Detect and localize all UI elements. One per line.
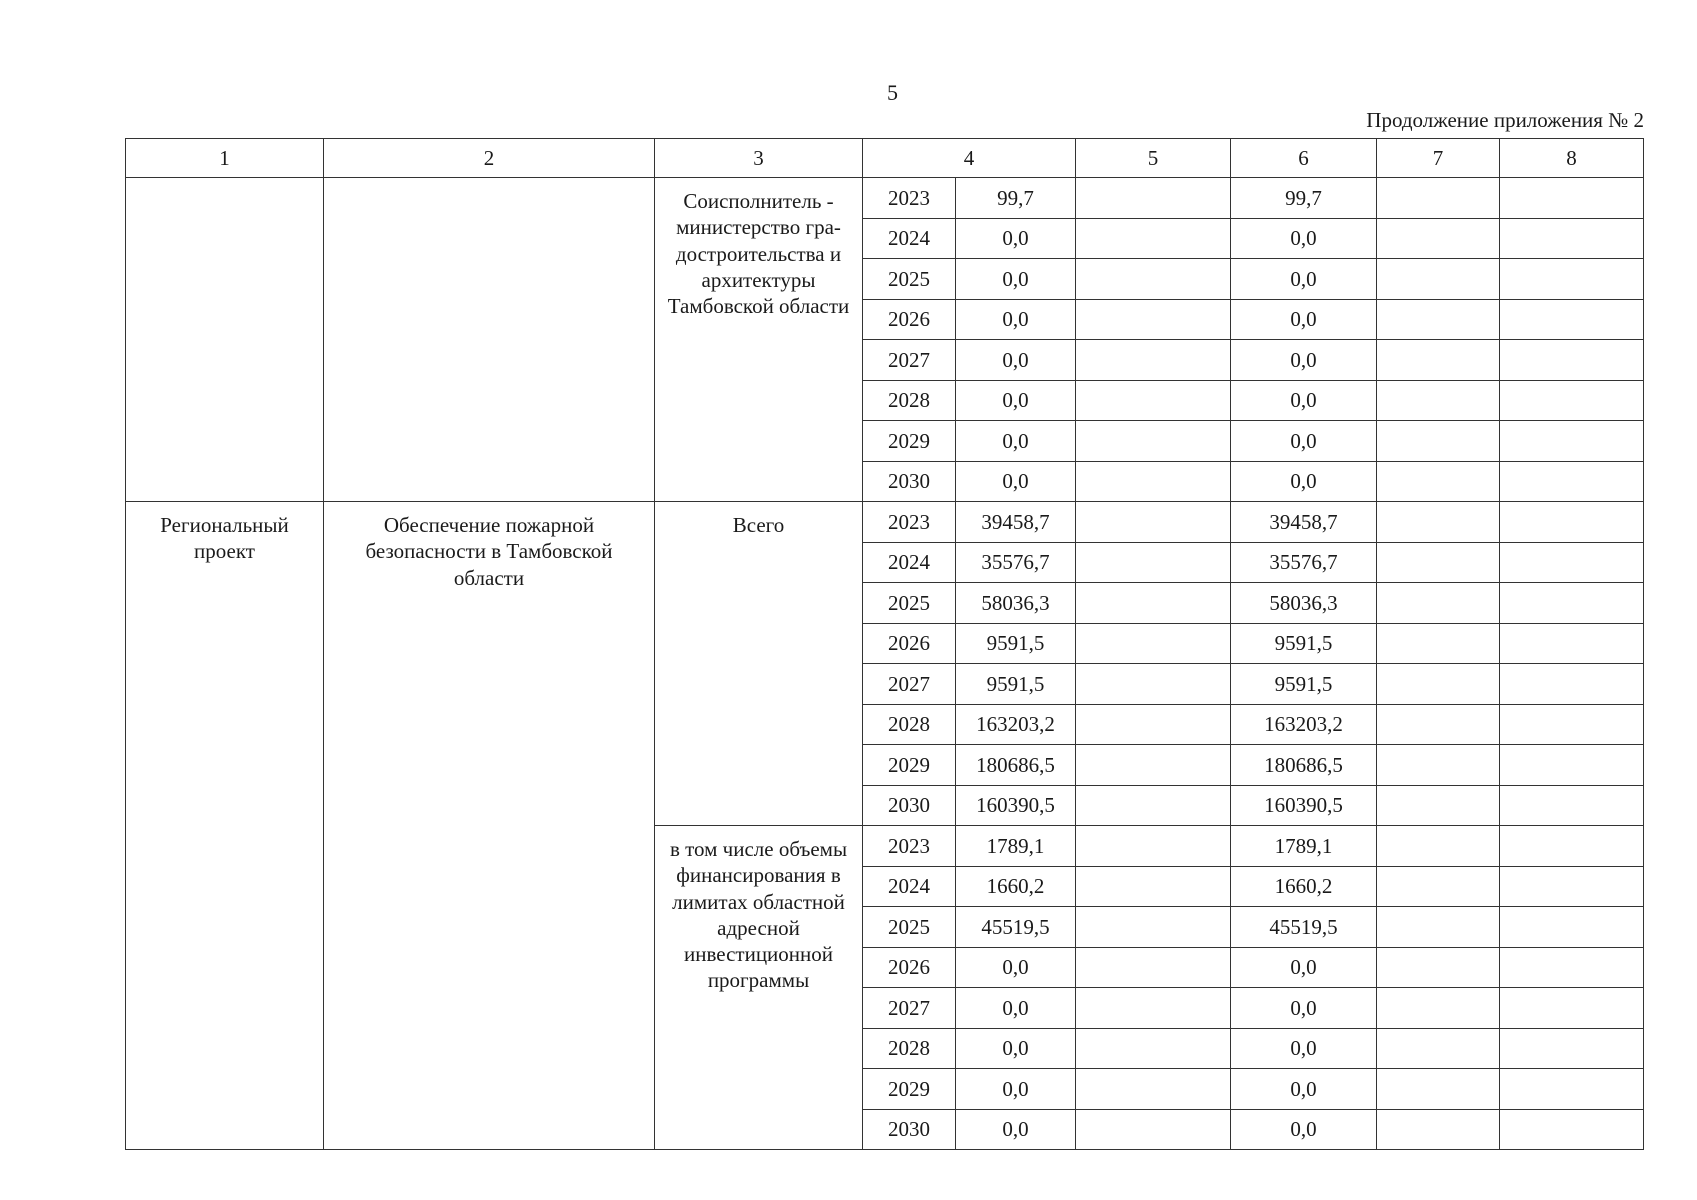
year-cell: 2024 (863, 218, 956, 259)
col7-value (1377, 1069, 1500, 1110)
group-col2-text (324, 178, 654, 188)
project-type-cell (126, 502, 324, 1150)
col5-value (1076, 1028, 1231, 1069)
col4-value: 9591,5 (956, 623, 1076, 664)
col4-value: 180686,5 (956, 745, 1076, 786)
col4-value: 0,0 (956, 299, 1076, 340)
year-cell: 2027 (863, 340, 956, 381)
col6-value: 39458,7 (1231, 502, 1377, 543)
year-cell: 2023 (863, 502, 956, 543)
col4-value: 0,0 (956, 259, 1076, 300)
col5-value (1076, 340, 1231, 381)
executor-text: Соисполнитель - министерство гра-достроительства и архитектуры Тамбовской области (667, 189, 850, 318)
col6-value: 160390,5 (1231, 785, 1377, 826)
col4-value: 0,0 (956, 380, 1076, 421)
year-cell: 2023 (863, 826, 956, 867)
col7-value (1377, 704, 1500, 745)
col6-value: 58036,3 (1231, 583, 1377, 624)
project-type-text: Региональный проект (160, 513, 289, 564)
col8-value (1500, 1109, 1644, 1150)
col7-value (1377, 988, 1500, 1029)
col8-value (1500, 745, 1644, 786)
col4-value: 99,7 (956, 178, 1076, 219)
project-name-text: Обеспечение пожарной безопасности в Тамбовской области (365, 513, 613, 590)
year-cell: 2025 (863, 583, 956, 624)
col6-value: 9591,5 (1231, 664, 1377, 705)
col8-value (1500, 1028, 1644, 1069)
col8-value (1500, 664, 1644, 705)
col8-value (1500, 583, 1644, 624)
col6-value: 9591,5 (1231, 623, 1377, 664)
col6-value: 0,0 (1231, 947, 1377, 988)
col5-value (1076, 785, 1231, 826)
col6-value: 0,0 (1231, 421, 1377, 462)
col8-value (1500, 542, 1644, 583)
col7-value (1377, 785, 1500, 826)
col5-value (1076, 299, 1231, 340)
col7-value (1377, 259, 1500, 300)
year-cell: 2026 (863, 299, 956, 340)
year-cell: 2026 (863, 947, 956, 988)
col7-value (1377, 745, 1500, 786)
col4-value: 0,0 (956, 461, 1076, 502)
column-header-5: 5 (1076, 139, 1231, 178)
col7-value (1377, 218, 1500, 259)
col8-value (1500, 866, 1644, 907)
col6-value: 0,0 (1231, 380, 1377, 421)
year-cell: 2025 (863, 907, 956, 948)
year-cell: 2030 (863, 461, 956, 502)
col5-value (1076, 259, 1231, 300)
col4-value: 0,0 (956, 340, 1076, 381)
column-header-1: 1 (126, 139, 324, 178)
col6-value: 0,0 (1231, 340, 1377, 381)
year-cell: 2024 (863, 866, 956, 907)
col6-value: 0,0 (1231, 218, 1377, 259)
col4-value: 163203,2 (956, 704, 1076, 745)
year-cell: 2024 (863, 542, 956, 583)
col8-value (1500, 826, 1644, 867)
year-cell: 2029 (863, 745, 956, 786)
col4-value: 0,0 (956, 988, 1076, 1029)
investment-program-cell (655, 826, 863, 1150)
col4-value: 39458,7 (956, 502, 1076, 543)
table-row (126, 502, 1644, 543)
col8-value (1500, 299, 1644, 340)
group-col2-cell (324, 178, 655, 502)
col5-value (1076, 380, 1231, 421)
col7-value (1377, 461, 1500, 502)
col5-value (1076, 542, 1231, 583)
year-cell: 2026 (863, 623, 956, 664)
col7-value (1377, 502, 1500, 543)
year-cell: 2027 (863, 664, 956, 705)
page-number: 5 (887, 80, 898, 105)
col5-value (1076, 421, 1231, 462)
col7-value (1377, 1028, 1500, 1069)
year-cell: 2025 (863, 259, 956, 300)
group-col1-cell (126, 178, 324, 502)
col4-value: 160390,5 (956, 785, 1076, 826)
col8-value (1500, 785, 1644, 826)
col7-value (1377, 340, 1500, 381)
continuation-label: Продолжение приложения № 2 (1366, 108, 1644, 132)
investment-program-text: в том числе объемы финансирования в лимитах областной адресной инвестиционной программы (669, 837, 848, 993)
col7-value (1377, 623, 1500, 664)
col4-value: 0,0 (956, 947, 1076, 988)
col5-value (1076, 1109, 1231, 1150)
col7-value (1377, 947, 1500, 988)
col8-value (1500, 907, 1644, 948)
col7-value (1377, 866, 1500, 907)
col5-value (1076, 218, 1231, 259)
col7-value (1377, 542, 1500, 583)
col8-value (1500, 461, 1644, 502)
executor-cell (655, 178, 863, 502)
col4-value: 0,0 (956, 1109, 1076, 1150)
col6-value: 0,0 (1231, 988, 1377, 1029)
col5-value (1076, 988, 1231, 1029)
col6-value: 0,0 (1231, 1069, 1377, 1110)
col4-value: 0,0 (956, 421, 1076, 462)
column-header-6: 6 (1231, 139, 1377, 178)
year-cell: 2030 (863, 1109, 956, 1150)
col4-value: 1789,1 (956, 826, 1076, 867)
group-col1-text (126, 178, 323, 188)
col8-value (1500, 421, 1644, 462)
year-cell: 2030 (863, 785, 956, 826)
col7-value (1377, 1109, 1500, 1150)
col8-value (1500, 623, 1644, 664)
col6-value: 99,7 (1231, 178, 1377, 219)
column-header-7: 7 (1377, 139, 1500, 178)
total-label-cell (655, 502, 863, 826)
col5-value (1076, 907, 1231, 948)
col8-value (1500, 178, 1644, 219)
col5-value (1076, 704, 1231, 745)
col8-value (1500, 988, 1644, 1029)
col8-value (1500, 218, 1644, 259)
col4-value: 1660,2 (956, 866, 1076, 907)
col5-value (1076, 623, 1231, 664)
col7-value (1377, 380, 1500, 421)
col4-value: 0,0 (956, 1028, 1076, 1069)
header-row (126, 139, 1644, 178)
table-row (126, 178, 1644, 219)
col5-value (1076, 947, 1231, 988)
col4-value: 58036,3 (956, 583, 1076, 624)
col5-value (1076, 826, 1231, 867)
col6-value: 0,0 (1231, 1109, 1377, 1150)
column-header-2: 2 (324, 139, 655, 178)
col8-value (1500, 1069, 1644, 1110)
year-cell: 2029 (863, 1069, 956, 1110)
col4-value: 35576,7 (956, 542, 1076, 583)
budget-table (125, 138, 1644, 1150)
col6-value: 35576,7 (1231, 542, 1377, 583)
col8-value (1500, 259, 1644, 300)
col5-value (1076, 502, 1231, 543)
col7-value (1377, 583, 1500, 624)
col6-value: 1660,2 (1231, 866, 1377, 907)
col6-value: 0,0 (1231, 259, 1377, 300)
col4-value: 45519,5 (956, 907, 1076, 948)
year-cell: 2023 (863, 178, 956, 219)
col8-value (1500, 380, 1644, 421)
col4-value: 0,0 (956, 1069, 1076, 1110)
col7-value (1377, 907, 1500, 948)
col6-value: 1789,1 (1231, 826, 1377, 867)
col7-value (1377, 299, 1500, 340)
project-name-cell (324, 502, 655, 1150)
column-header-8: 8 (1500, 139, 1644, 178)
year-cell: 2029 (863, 421, 956, 462)
col6-value: 180686,5 (1231, 745, 1377, 786)
year-cell: 2028 (863, 704, 956, 745)
col4-value: 0,0 (956, 218, 1076, 259)
col5-value (1076, 664, 1231, 705)
col8-value (1500, 340, 1644, 381)
col5-value (1076, 583, 1231, 624)
col8-value (1500, 704, 1644, 745)
col6-value: 0,0 (1231, 299, 1377, 340)
year-cell: 2028 (863, 380, 956, 421)
year-cell: 2027 (863, 988, 956, 1029)
col5-value (1076, 461, 1231, 502)
col5-value (1076, 745, 1231, 786)
col5-value (1076, 866, 1231, 907)
col7-value (1377, 664, 1500, 705)
column-header-4: 4 (863, 139, 1076, 178)
col6-value: 163203,2 (1231, 704, 1377, 745)
col7-value (1377, 178, 1500, 219)
col5-value (1076, 1069, 1231, 1110)
col6-value: 0,0 (1231, 1028, 1377, 1069)
year-cell: 2028 (863, 1028, 956, 1069)
col7-value (1377, 826, 1500, 867)
col8-value (1500, 502, 1644, 543)
column-header-3: 3 (655, 139, 863, 178)
col6-value: 0,0 (1231, 461, 1377, 502)
total-label-text: Всего (732, 513, 785, 537)
col8-value (1500, 947, 1644, 988)
col7-value (1377, 421, 1500, 462)
col6-value: 45519,5 (1231, 907, 1377, 948)
col4-value: 9591,5 (956, 664, 1076, 705)
col5-value (1076, 178, 1231, 219)
